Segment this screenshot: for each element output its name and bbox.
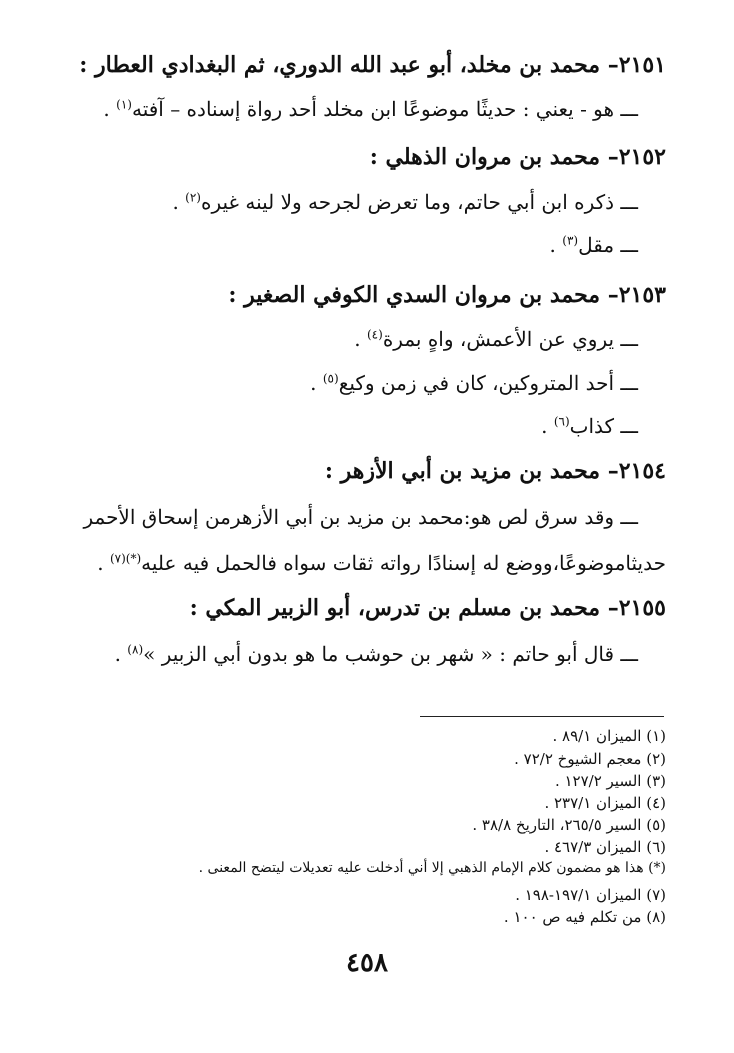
entry-heading: ٢١٥٤– محمد بن مزيد بن أبي الأزهر : [324,458,666,484]
footnote: (٨) من تكلم فيه ص ١٠٠ . [503,908,666,926]
entry-heading: ٢١٥١– محمد بن مخلد، أبو عبد الله الدوري، ثم البغدادي العطار : [79,52,666,78]
entry-line-end: . [541,414,554,438]
entry-line-end: . [114,642,128,666]
footnote: (*) هذا هو مضمون كلام الإمام الذهبي إلا أني أدخلت عليه تعديلات ليتضح المعنى . [198,860,666,876]
entry-line-text: ـــ كذاب [569,414,638,438]
footnote-divider [420,716,664,717]
entry-line-text: ـــ يروي عن الأعمش، واهٍ بمرة [382,327,638,351]
entry-heading: ٢١٥٣– محمد بن مروان السدي الكوفي الصغير : [228,282,666,308]
footnote-ref: (٤) [366,327,383,342]
entry-line-end: . [354,327,367,351]
entry-line-end: . [103,97,117,121]
footnote: (١) الميزان ٨٩/١ . [552,727,666,745]
footnote-ref: (٥) [322,371,339,386]
entry-line-text: ـــ ذكره ابن أبي حاتم، وما تعرض لجرحه ولا لينه غيره [200,190,638,214]
entry-line-end: . [310,371,323,395]
footnote-ref: (٨) [127,642,144,657]
entry-line-text: ـــ وقد سرق لص هو:محمد بن مزيد بن أبي الأزهرمن إسحاق الأحمر [83,505,638,529]
footnote: (٧) الميزان ١٩٧/١-١٩٨ . [515,886,666,904]
footnote-ref: (٦) [553,414,570,429]
footnote: (٤) الميزان ٢٣٧/١ . [544,794,666,812]
entry-line-text: ـــ مقل [578,233,638,257]
entry-line-text: ـــ هو - يعني : حديثًا موضوعًا ابن مخلد أحد رواة إسناده – آفته [131,97,638,121]
footnote: (٦) الميزان ٤٦٧/٣ . [544,838,666,856]
entry-heading: ٢١٥٥– محمد بن مسلم بن تدرس، أبو الزبير المكي : [189,595,666,621]
footnote-ref: (٢) [185,190,201,205]
entry-line [103,97,638,121]
footnote: (٣) السير ١٢٧/٢ . [554,772,666,790]
entry-heading: ٢١٥٢– محمد بن مروان الذهلي : [369,144,666,170]
footnote: (٢) معجم الشيوخ ٧٢/٢ . [514,750,666,768]
entry-line [354,327,638,351]
footnote-ref: (*)(٧) [109,551,142,566]
entry-line [310,371,638,395]
footnote-ref: (١) [116,97,132,112]
entry-line [115,642,638,666]
entry-line-text: ـــ أحد المتروكين، كان في زمن وكيع [338,371,638,395]
entry-line-end: . [172,190,186,214]
entry-line-end: . [549,233,563,257]
entry-line [541,414,638,438]
entry-line [83,505,638,529]
footnote-ref: (٣) [562,233,579,248]
entry-line-text: حديثاموضوعًا،ووضع له إسنادًا رواته ثقات سواه فالحمل فيه عليه [141,551,666,575]
entry-line-text: ـــ قال أبو حاتم : « شهر بن حوشب ما هو بدون أبي الزبير » [143,642,638,666]
entry-line [550,233,638,257]
footnote: (٥) السير ٢٦٥/٥، التاريخ ٣٨/٨ . [472,816,666,834]
page-number: ٤٥٨ [346,948,388,978]
entry-line [172,190,638,214]
entry-line-end: . [97,551,110,575]
entry-line [97,551,666,575]
